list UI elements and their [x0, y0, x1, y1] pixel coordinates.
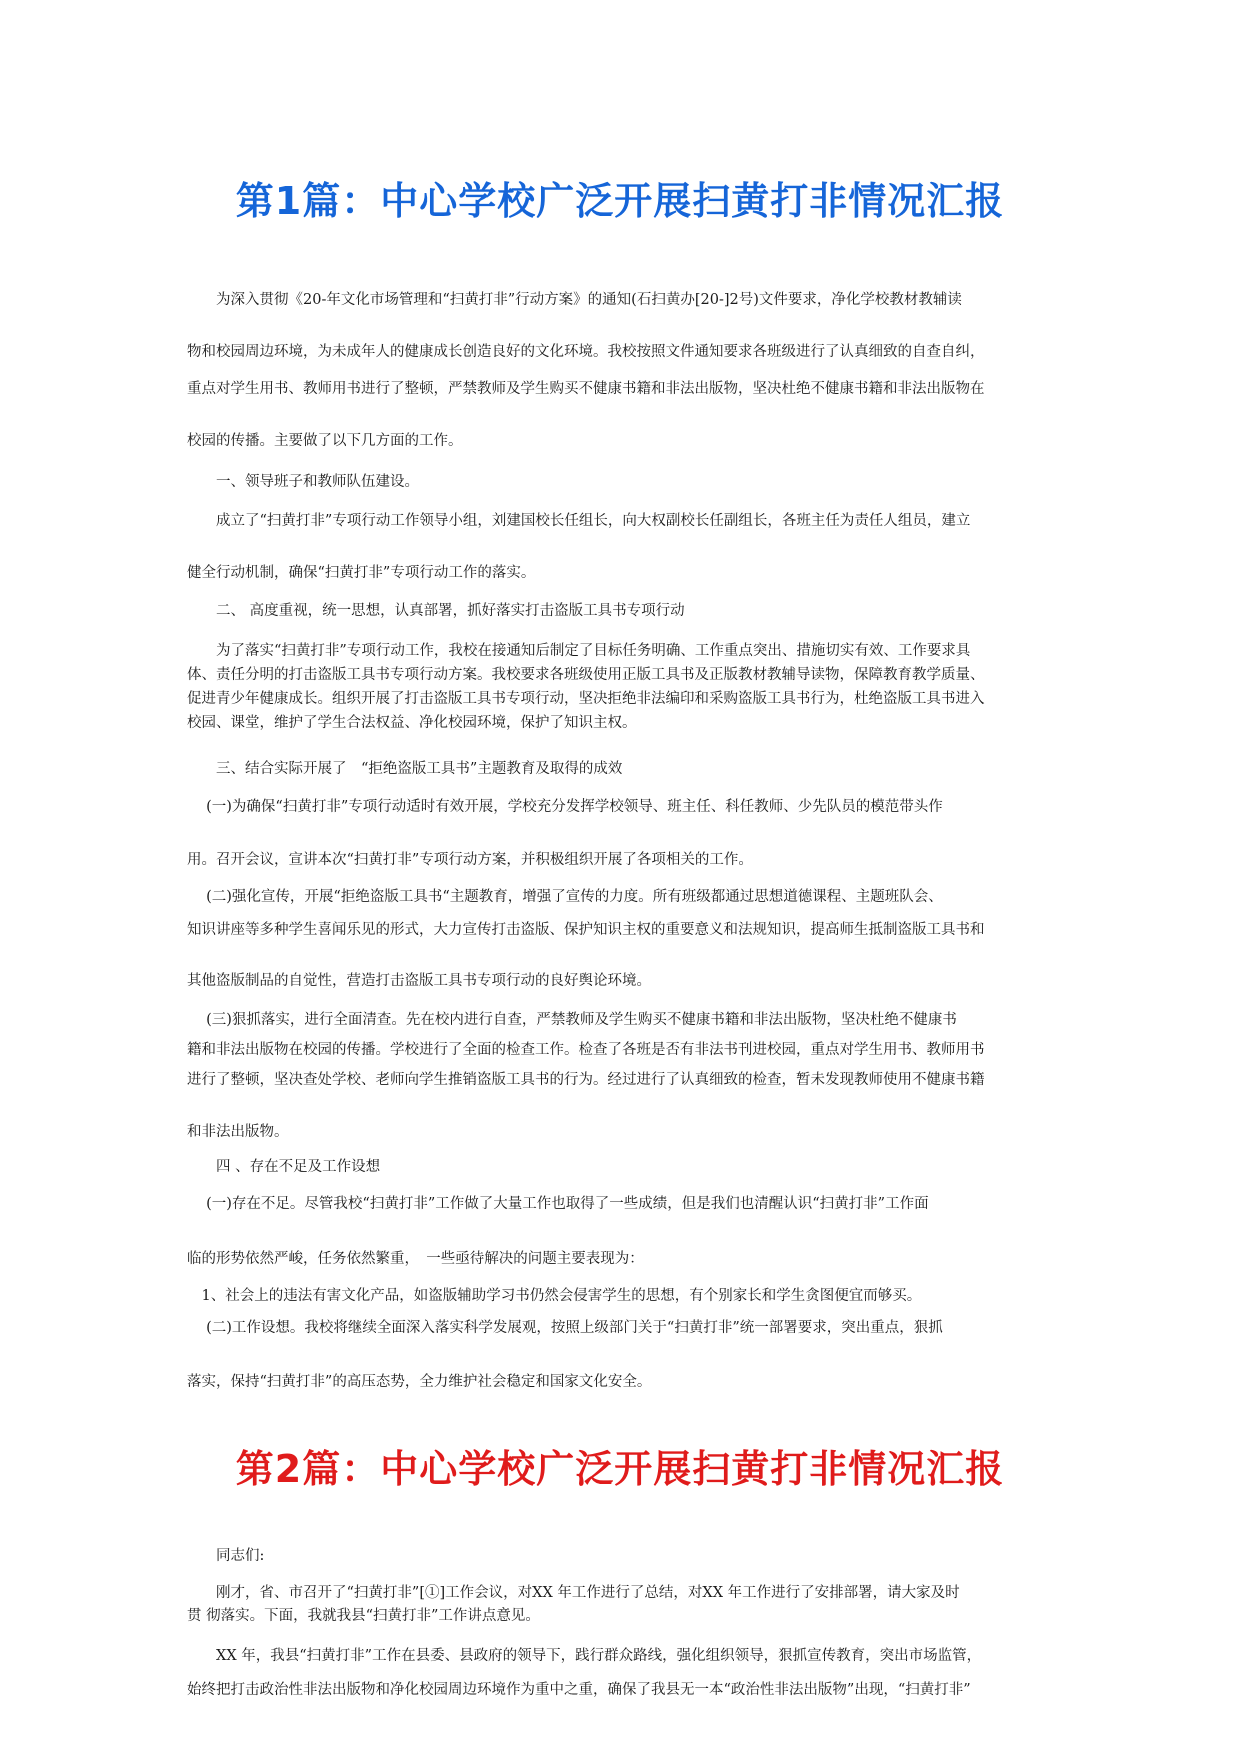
- paragraph-line: 物和校园周边环境，为未成年人的健康成长创造良好的文化环境。我校按照文件通知要求各班级进行了认真细致的自查自纠，: [187, 344, 985, 360]
- section-heading: 四 、存在不足及工作设想: [187, 1159, 381, 1175]
- paragraph-line: 成立了“扫黄打非”专项行动工作领导小组，刘建国校长任组长，向大权副校长任副组长，各班主任为责任人组员，建立: [187, 513, 971, 529]
- paragraph-line: 用。召开会议，宣讲本次“扫黄打非”专项行动方案，并积极组织开展了各项相关的工作。: [187, 852, 753, 868]
- section-heading: 一、领导班子和教师队伍建设。: [187, 474, 419, 490]
- paragraph-line: 刚才，省、市召开了“扫黄打非”[①]工作会议，对XX 年工作进行了总结，对XX 年工作进行了安排部署，请大家及时: [187, 1585, 960, 1601]
- paragraph-line: 重点对学生用书、教师用书进行了整顿，严禁教师及学生购买不健康书籍和非法出版物，坚决杜绝不健康书籍和非法出版物在: [187, 381, 985, 397]
- paragraph-line: (一)为确保“扫黄打非”专项行动适时有效开展，学校充分发挥学校领导、班主任、科任教师、少先队员的模范带头作: [187, 799, 943, 815]
- paragraph-line: 籍和非法出版物在校园的传播。学校进行了全面的检查工作。检查了各班是否有非法书刊进校园，重点对学生用书、教师用书: [187, 1042, 985, 1058]
- paragraph-line: 进行了整顿，坚决查处学校、老师向学生推销盗版工具书的行为。经过进行了认真细致的检查，暂未发现教师使用不健康书籍: [187, 1072, 985, 1088]
- paragraph-line: (二)工作设想。我校将继续全面深入落实科学发展观，按照上级部门关于“扫黄打非”统一部署要求，突出重点，狠抓: [187, 1320, 943, 1336]
- section-heading: 二、 高度重视，统一思想，认真部署，抓好落实打击盗版工具书专项行动: [187, 603, 685, 619]
- article-1-title: 第1篇：中心学校广泛开展扫黄打非情况汇报: [235, 179, 1005, 223]
- paragraph-line: (一)存在不足。尽管我校“扫黄打非”工作做了大量工作也取得了一些成绩，但是我们也清醒认识“扫黄打非”工作面: [187, 1196, 929, 1212]
- paragraph-line: 落实，保持“扫黄打非”的高压态势，全力维护社会稳定和国家文化安全。: [187, 1374, 652, 1390]
- paragraph-line: 健全行动机制，确保“扫黄打非”专项行动工作的落实。: [187, 565, 536, 581]
- paragraph-line: (三)狠抓落实，进行全面清查。先在校内进行自查，严禁教师及学生购买不健康书籍和非法出版物，坚决杜绝不健康书: [187, 1012, 957, 1028]
- paragraph-line: 校园、课堂，维护了学生合法权益、净化校园环境，保护了知识主权。: [187, 715, 637, 731]
- salutation: 同志们:: [187, 1548, 265, 1564]
- paragraph-line: 1、社会上的违法有害文化产品，如盗版辅助学习书仍然会侵害学生的思想，有个别家长和学生贪图便宜而够买。: [187, 1288, 922, 1304]
- article-2-title: 第2篇：中心学校广泛开展扫黄打非情况汇报: [235, 1447, 1005, 1491]
- paragraph-line: 校园的传播。主要做了以下几方面的工作。: [187, 433, 463, 449]
- paragraph-line: 其他盗版制品的自觉性，营造打击盗版工具书专项行动的良好舆论环境。: [187, 973, 651, 989]
- paragraph-line: XX 年，我县“扫黄打非”工作在县委、县政府的领导下，践行群众路线，强化组织领导，狠抓宣传教育，突出市场监管，: [187, 1648, 982, 1664]
- paragraph-line: 和非法出版物。: [187, 1124, 289, 1140]
- paragraph-line: (二)强化宣传，开展“拒绝盗版工具书“主题教育，增强了宣传的力度。所有班级都通过思想道德课程、主题班队会、: [187, 889, 943, 905]
- paragraph-line: 促进青少年健康成长。组织开展了打击盗版工具书专项行动，坚决拒绝非法编印和采购盗版工具书行为，杜绝盗版工具书进入: [187, 691, 985, 707]
- paragraph-line: 为深入贯彻《20-年文化市场管理和“扫黄打非”行动方案》的通知(石扫黄办[20-]2号)文件要求，净化学校教材教辅读: [187, 292, 962, 308]
- paragraph-line: 体、责任分明的打击盗版工具书专项行动方案。我校要求各班级使用正版工具书及正版教材教辅导读物，保障教育教学质量、: [187, 667, 985, 683]
- paragraph-line: 知识讲座等多种学生喜闻乐见的形式，大力宣传打击盗版、保护知识主权的重要意义和法规知识，提高师生抵制盗版工具书和: [187, 922, 985, 938]
- paragraph-line: 贯 彻落实。下面，我就我县“扫黄打非”工作讲点意见。: [187, 1608, 540, 1624]
- paragraph-line: 临的形势依然严峻，任务依然繁重， 一些亟待解决的问题主要表现为：: [187, 1251, 644, 1267]
- paragraph-line: 为了落实“扫黄打非”专项行动工作，我校在接通知后制定了目标任务明确、工作重点突出、措施切实有效、工作要求具: [187, 643, 971, 659]
- paragraph-line: 始终把打击政治性非法出版物和净化校园周边环境作为重中之重，确保了我县无一本“政治性非法出版物”出现，“扫黄打非”: [187, 1682, 971, 1698]
- section-heading: 三、结合实际开展了 “拒绝盗版工具书”主题教育及取得的成效: [187, 761, 623, 777]
